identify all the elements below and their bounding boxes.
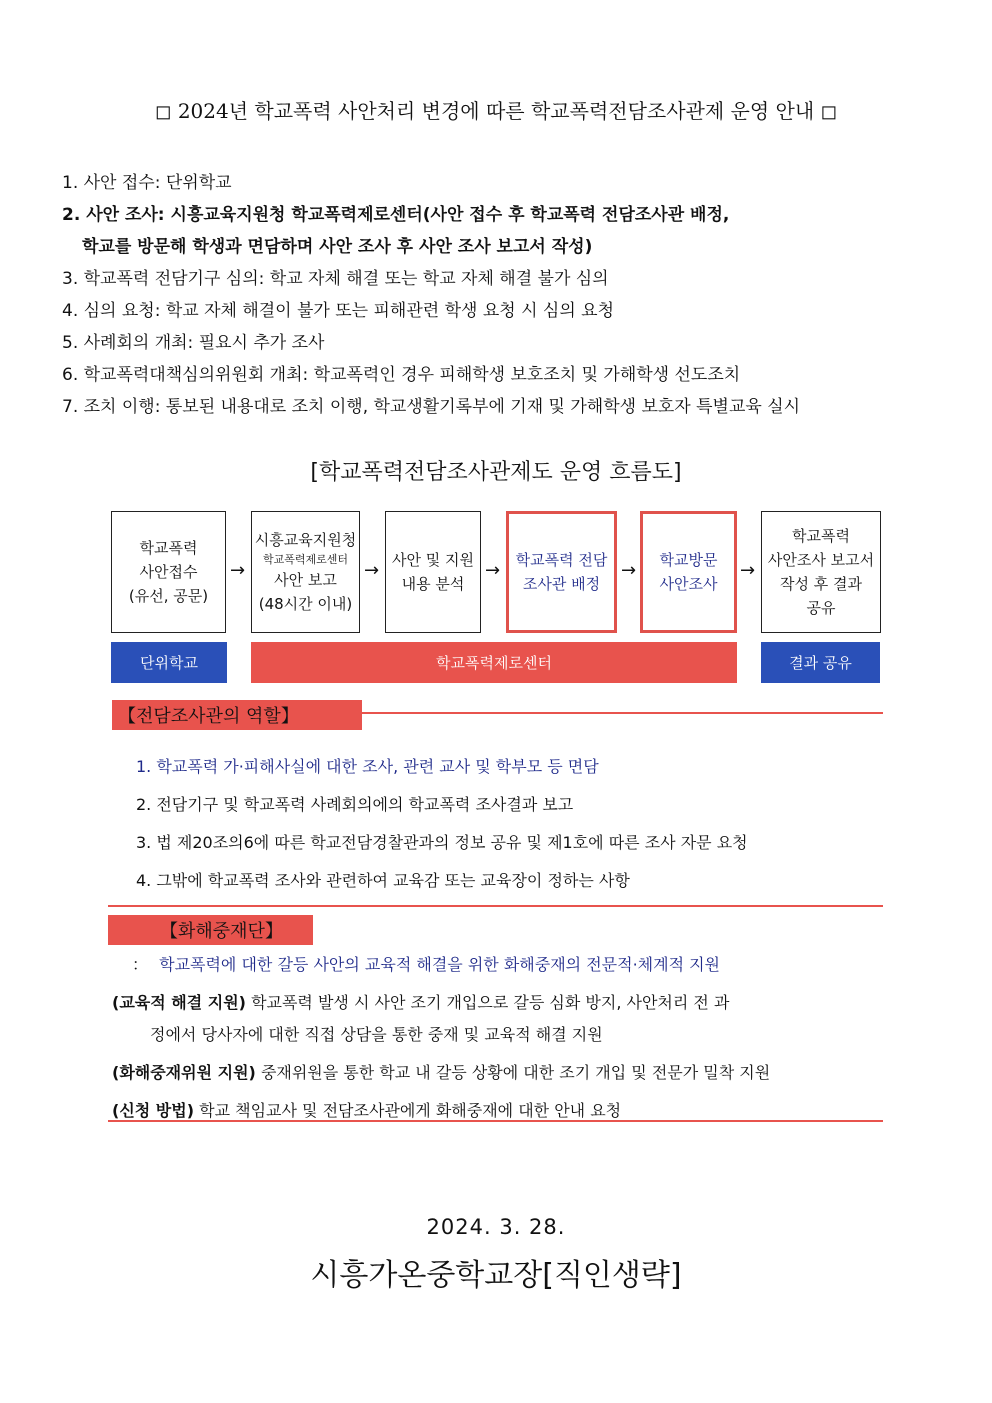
flow-box-text: 학교폭력 전담 <box>515 551 608 569</box>
arrow-right-icon: → <box>740 560 756 581</box>
divider <box>108 905 883 907</box>
step-2: 2. 사안 조사: 시흥교육지원청 학교폭력제로센터(사안 접수 후 학교폭력 전담조사관 배정, <box>62 205 730 225</box>
flow-box-analysis <box>385 511 481 633</box>
arrow-right-icon: → <box>621 560 637 581</box>
role-item: 3. 법 제20조의6에 따른 학교전담경찰관과의 정보 공유 및 제1호에 따른 조사 자문 요청 <box>136 833 748 852</box>
mediation-summary <box>132 952 720 975</box>
arrow-right-icon: → <box>230 560 246 581</box>
roles-list <box>136 748 748 900</box>
divider <box>108 1120 883 1122</box>
bar-center: 학교폭력제로센터 <box>251 642 737 683</box>
flow-box-text: 사안 보고 <box>274 571 337 589</box>
flow-box-report <box>251 511 360 633</box>
flow-box-text: (48시간 이내) <box>258 595 353 613</box>
arrow-right-icon: → <box>485 560 501 581</box>
flow-title: [학교폭력전담조사관제도 운영 흐름도] <box>310 460 682 485</box>
document-date: 2024. 3. 28. <box>426 1215 566 1239</box>
item-text: 중재위원을 통한 학교 내 갈등 상황에 대한 조기 개입 및 전문가 밀착 지원 <box>260 1063 771 1082</box>
flow-box-text: 사안조사 <box>659 575 718 593</box>
step-5: 5. 사례회의 개최: 필요시 추가 조사 <box>62 333 325 353</box>
role-item: 4. 그밖에 학교폭력 조사와 관련하여 교육감 또는 교육장이 정하는 사항 <box>136 871 630 890</box>
flow-box-receipt <box>111 511 226 633</box>
flow-box-text: 학교폭력제로센터 <box>262 553 348 566</box>
role-item: 2. 전담기구 및 학교폭력 사례회의에의 학교폭력 조사결과 보고 <box>136 795 574 814</box>
page-title: ◻ 2024년 학교폭력 사안처리 변경에 따른 학교폭력전담조사관제 운영 안내 ◻ <box>154 99 838 123</box>
flow-box-text: 학교폭력 <box>139 539 198 557</box>
step-1: 1. 사안 접수: 단위학교 <box>62 173 232 193</box>
step-3: 3. 학교폭력 전담기구 심의: 학교 자체 해결 또는 학교 자체 해결 불가 심의 <box>62 269 609 289</box>
flow-box-text: 학교방문 <box>659 551 718 569</box>
flow-box-text: 학교폭력 <box>792 527 850 545</box>
item-heading: (화해중재위원 지원) <box>112 1063 256 1082</box>
step-6: 6. 학교폭력대책심의위원회 개최: 학교폭력인 경우 피해학생 보호조치 및 가해학생 선도조치 <box>62 365 741 385</box>
flow-box-text: 공유 <box>806 599 836 617</box>
flow-box-assign <box>506 511 617 633</box>
signature: 시흥가온중학교장[직인생략] <box>310 1258 682 1293</box>
flow-box-result <box>761 511 881 633</box>
roles-section-label: 【전담조사관의 역할】 <box>112 700 362 730</box>
step-4: 4. 심의 요청: 학교 자체 해결이 불가 또는 피해관련 학생 요청 시 심의 요청 <box>62 301 615 321</box>
flow-box-text: 조사관 배정 <box>522 575 601 593</box>
bar-school: 단위학교 <box>111 642 227 683</box>
mediation-item-1 <box>112 990 729 1013</box>
flow-box-text: 사안조사 보고서 <box>767 551 875 569</box>
mediation-item-1-continued: 정에서 당사자에 대한 직접 상담을 통한 중재 및 교육적 해결 지원 <box>150 1025 603 1044</box>
step-2-continued: 학교를 방문해 학생과 면담하며 사안 조사 후 사안 조사 보고서 작성) <box>82 237 593 257</box>
arrow-right-icon: → <box>364 560 380 581</box>
flow-box-text: (유선, 공문) <box>128 587 209 605</box>
colon-mark: ： <box>132 955 149 974</box>
flow-box-text: 사안접수 <box>139 563 198 581</box>
item-text: 학교 책임교사 및 전담조사관에게 화해중재에 대한 안내 요청 <box>199 1101 622 1120</box>
flow-box-visit <box>640 511 737 633</box>
mediation-item-3 <box>112 1098 621 1121</box>
item-text: 학교폭력 발생 시 사안 조기 개입으로 갈등 심화 방지, 사안처리 전 과 <box>251 993 730 1012</box>
step-7: 7. 조치 이행: 통보된 내용대로 조치 이행, 학교생활기록부에 기재 및 가해학생 보호자 특별교육 실시 <box>62 397 801 417</box>
flow-box-text: 사안 및 지원 <box>392 551 474 569</box>
flow-box-text: 내용 분석 <box>401 575 465 593</box>
mediation-section-label: 【화해중재단】 <box>108 915 313 945</box>
mediation-item-2 <box>112 1060 770 1083</box>
item-heading: (교육적 해결 지원) <box>112 993 246 1012</box>
flow-box-text: 시흥교육지원청 <box>254 531 357 549</box>
flow-box-text: 작성 후 결과 <box>779 575 862 593</box>
process-steps <box>62 167 800 423</box>
divider <box>362 712 883 714</box>
role-item: 1. 학교폭력 가·피해사실에 대한 조사, 관련 교사 및 학부모 등 면담 <box>136 757 599 776</box>
mediation-summary-text: 학교폭력에 대한 갈등 사안의 교육적 해결을 위한 화해중재의 전문적·체계적 지원 <box>159 955 721 974</box>
bar-result: 결과 공유 <box>761 642 880 683</box>
item-heading: (신청 방법) <box>112 1101 195 1120</box>
